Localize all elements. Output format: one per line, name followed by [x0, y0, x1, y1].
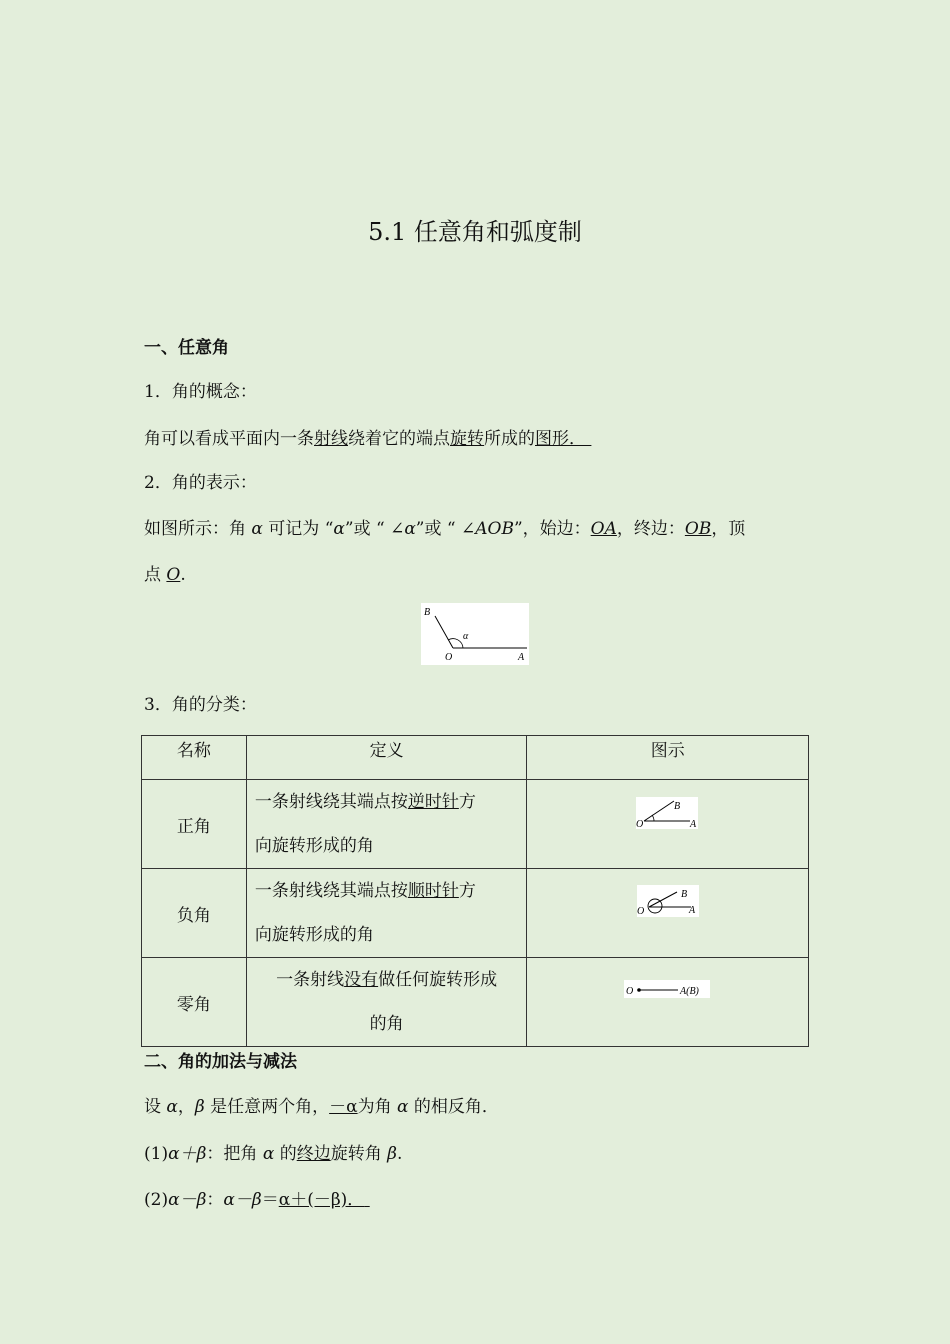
label-o: O [636, 819, 644, 829]
label-o: O [637, 906, 645, 917]
row-figure [527, 869, 809, 958]
row-name: 负角 [142, 869, 247, 958]
row-definition: 一条射线绕其端点按顺时针方 向旋转形成的角 [246, 869, 527, 958]
zero-angle-figure [624, 980, 710, 998]
row-name: 正角 [142, 780, 247, 869]
label-a: A [518, 652, 525, 663]
row-definition: 一条射线没有做任何旋转形成 的角 [246, 958, 527, 1047]
label-o: O [626, 986, 634, 997]
section-heading-1: 一、任意角 [144, 338, 229, 358]
section-heading-2: 二、角的加法与减法 [144, 1052, 297, 1072]
item2-text-line2: 点 O. [144, 565, 186, 585]
label-b: B [674, 801, 681, 812]
row-definition: 一条射线绕其端点按逆时针方 向旋转形成的角 [246, 780, 527, 869]
header-figure: 图示 [527, 736, 809, 780]
angle-figure [421, 603, 529, 665]
header-definition: 定义 [246, 736, 527, 780]
angle-classification-table [141, 735, 809, 1047]
item2-text-line1: 如图所示：角 α 可记为 “α”或 “ ∠α”或 “ ∠AOB”，始边：OA，终边：OB，顶 [144, 519, 746, 539]
label-b: B [424, 607, 431, 618]
item1-text: 角可以看成平面内一条射线绕着它的端点旋转所成的图形． [144, 429, 586, 449]
sec2-line3: (2)α－β：α－β＝α＋(－β)． [144, 1190, 365, 1210]
table-row [142, 869, 809, 958]
row-name: 零角 [142, 958, 247, 1047]
table-row [142, 780, 809, 869]
sec2-line1: 设 α，β 是任意两个角，－α为角 α 的相反角． [144, 1097, 499, 1117]
header-name: 名称 [142, 736, 247, 780]
label-a: A [690, 819, 697, 829]
label-ab: A(B) [680, 986, 700, 997]
item3-label: 3．角的分类： [144, 695, 257, 715]
label-alpha: α [463, 631, 469, 642]
item1-label: 1．角的概念： [144, 382, 257, 402]
row-figure [527, 780, 809, 869]
page-title: 5.1 任意角和弧度制 [368, 218, 582, 246]
ray-ob [435, 616, 453, 648]
label-o: O [445, 652, 453, 663]
table-header-row [142, 736, 809, 780]
row-figure [527, 958, 809, 1047]
label-b: B [681, 889, 688, 900]
sec2-line2: (1)α＋β：把角 α 的终边旋转角 β. [144, 1144, 403, 1164]
positive-angle-figure [636, 797, 698, 829]
negative-angle-figure [637, 885, 699, 917]
item2-label: 2．角的表示： [144, 473, 257, 493]
table-row [142, 958, 809, 1047]
label-a: A [689, 905, 696, 916]
